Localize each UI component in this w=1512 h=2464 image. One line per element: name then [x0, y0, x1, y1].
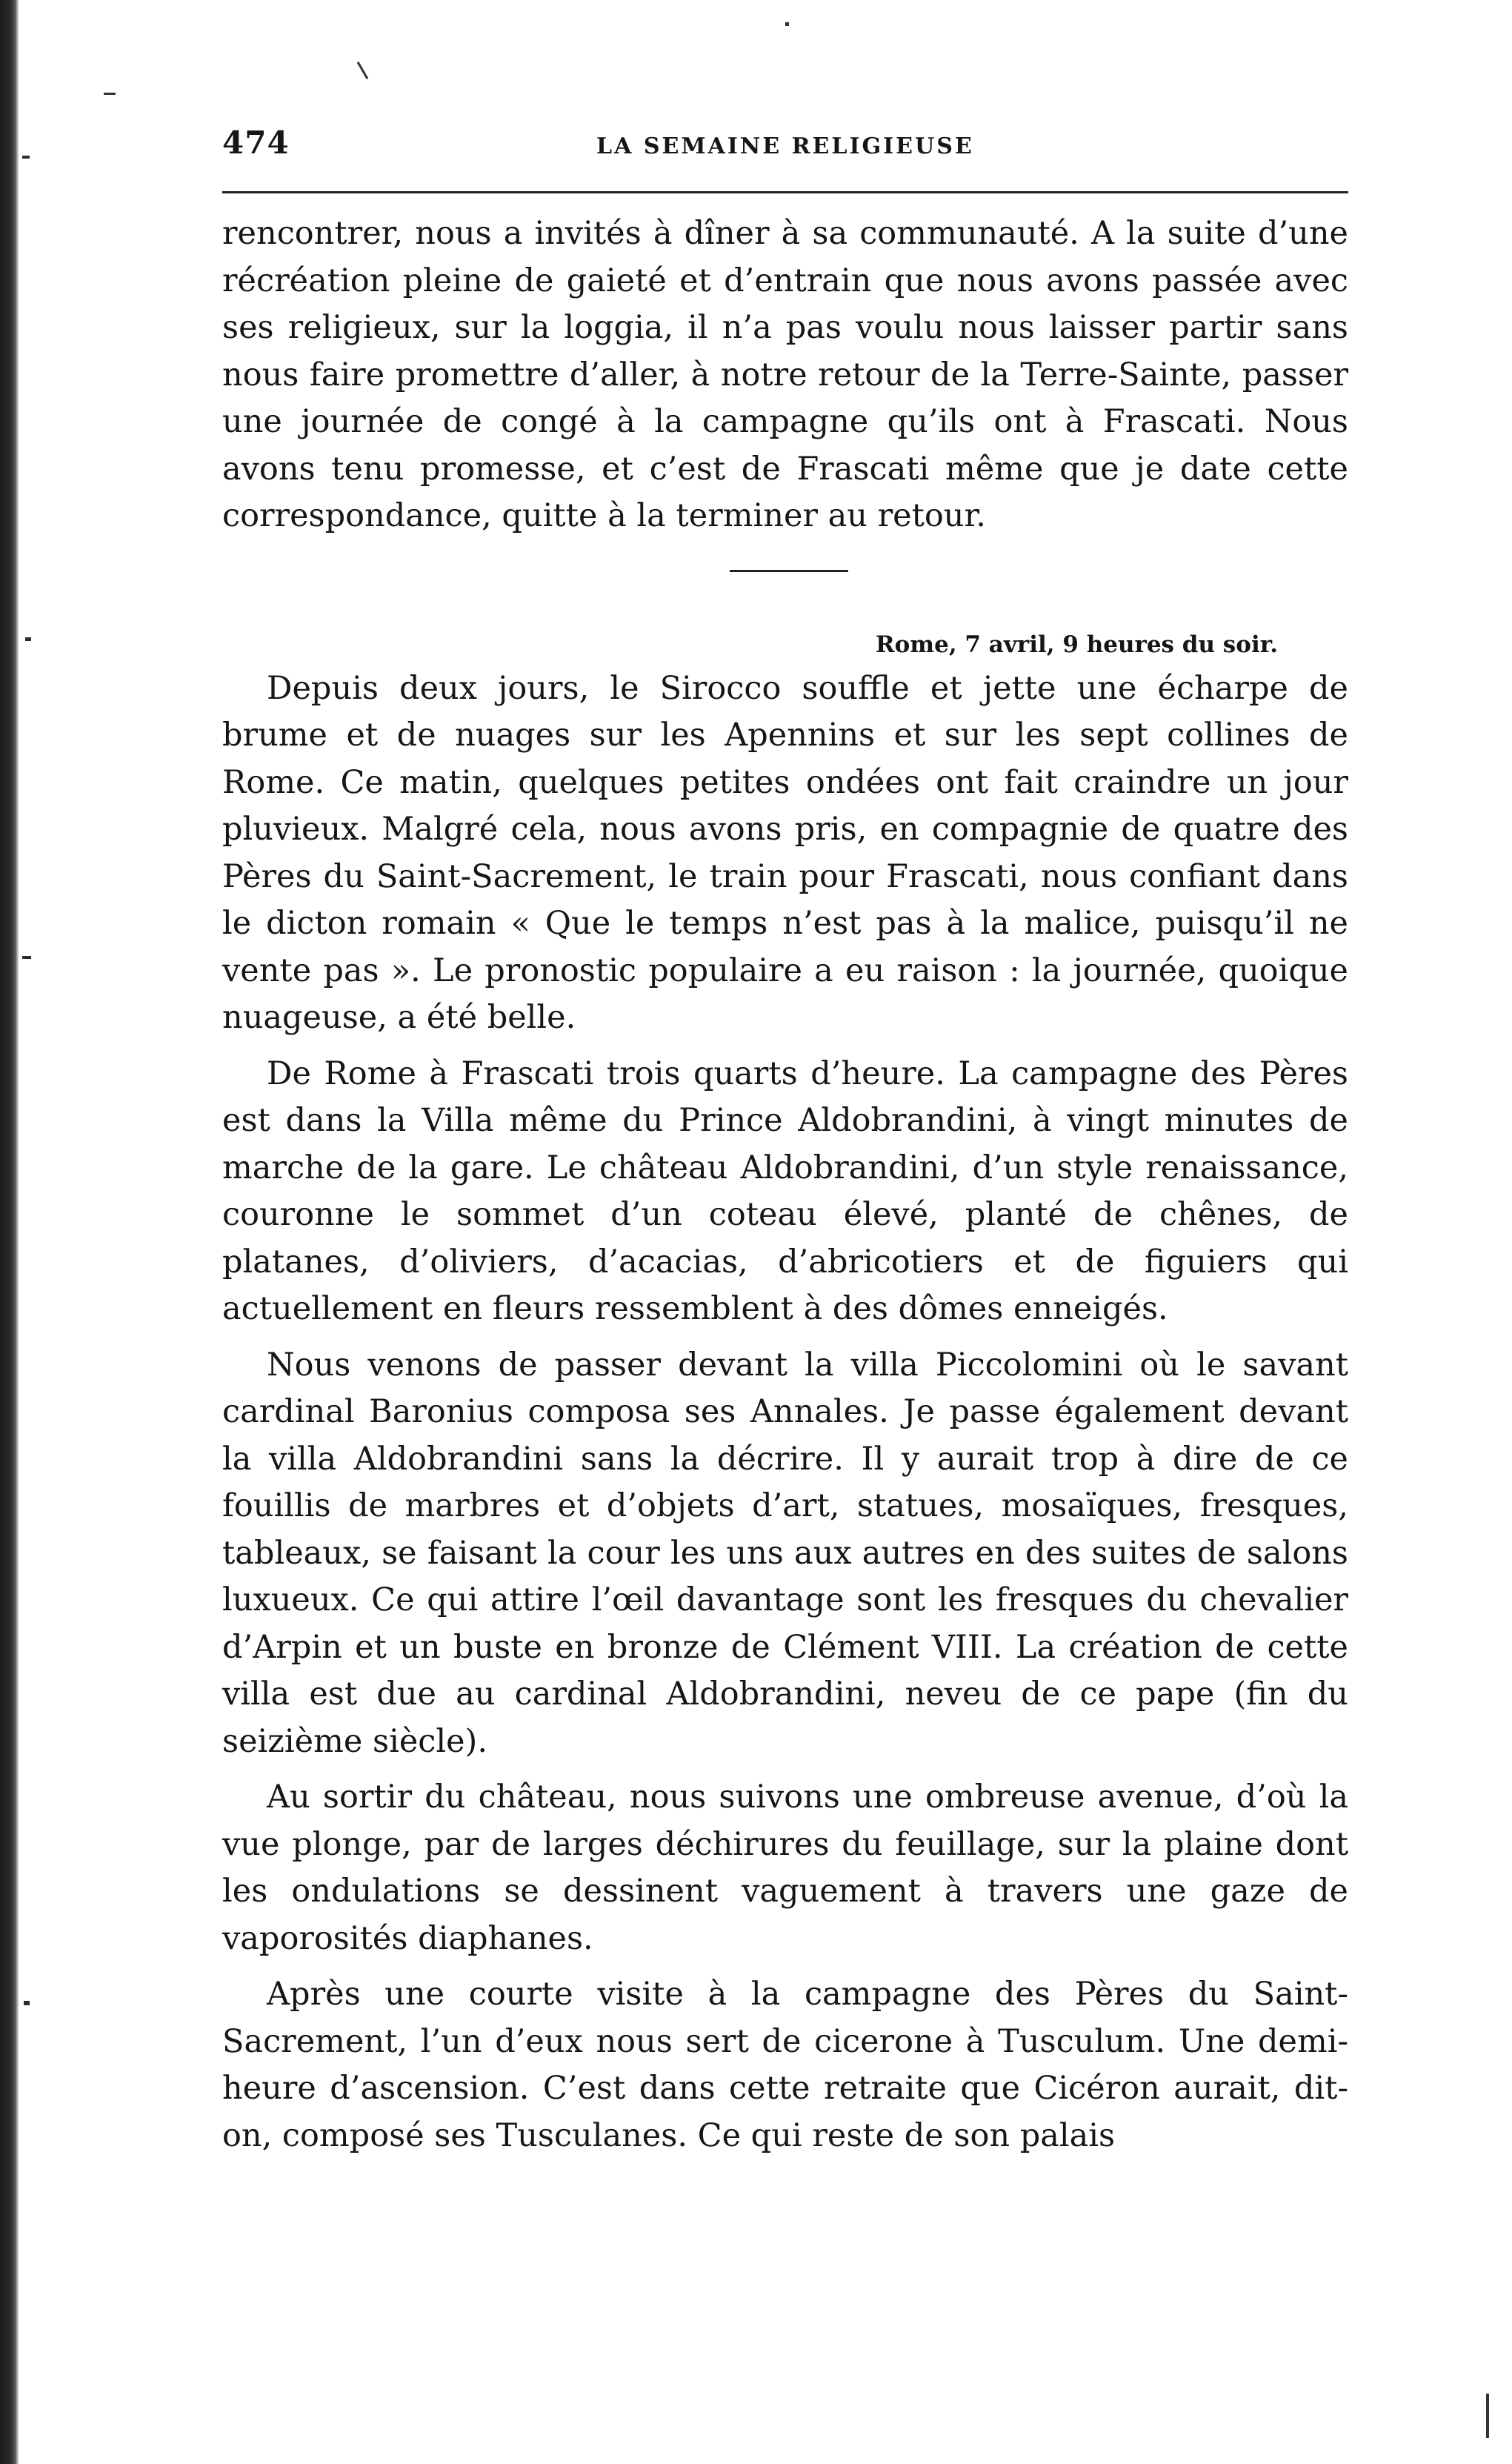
binding-edge [0, 0, 19, 2464]
body-text [222, 210, 1348, 2159]
scan-speck [357, 62, 369, 79]
section-separator [730, 570, 848, 572]
page-number: 474 [222, 124, 290, 161]
scan-speck [104, 93, 116, 95]
dateline: Rome, 7 avril, 9 heures du soir. [875, 631, 1278, 658]
scan-speck [22, 956, 31, 959]
scan-speck [785, 22, 789, 26]
page-header [222, 124, 1348, 169]
header-rule [222, 191, 1348, 193]
paragraph-tusculum: Après une courte visite à la campagne des Pères du Saint-Sacrement, l’un d’eux nous sert de cicerone à Tusculum. Une demi-heure d’ascension. C’est dans cette retraite que Cicéron aurait, dit-on, composé ses Tusculanes. Ce qui reste de son palais [222, 1976, 1348, 2154]
scan-speck [22, 156, 30, 159]
scan-speck [24, 2001, 30, 2005]
paragraph-villa: Nous venons de passer devant la villa Piccolomini où le savant cardinal Baronius composa ses Annales. Je passe également devant la villa Aldobrandini sans la décrire. Il y aurait trop à dire de ce fouillis de marbres et d’objets d’art, statues, mosaïques, fresques, tableaux, se faisant la cour les uns aux autres en des suites de salons luxueux. Ce qui attire l’œil davantage sont les fresques du chevalier d’Arpin et un buste en bronze de Clément VIII. La création de cette villa est due au cardinal Aldobrandini, neveu de ce pape (fin du seizième siècle). [222, 1346, 1348, 1760]
scan-speck [1486, 2394, 1489, 2438]
paragraph-continued: rencontrer, nous a invités à dîner à sa communauté. A la suite d’une récréation pleine de gaieté et d’entrain que nous avons passée avec ses religieux, sur la loggia, il n’a pas voulu nous laisser partir sans nous faire promettre d’aller, à notre retour de la Terre-Sainte, passer une journée de congé à la campagne qu’ils ont à Frascati. Nous avons tenu promesse, et c’est de Frascati même que je date cette correspondance, quitte à la terminer au retour. [222, 215, 1348, 534]
paragraph-avenue: Au sortir du château, nous suivons une ombreuse avenue, d’où la vue plonge, par de larges déchirures du feuillage, sur la plaine dont les ondulations se dessinent vaguement à travers une gaze de vaporosités diaphanes. [222, 1779, 1348, 1957]
running-title: LA SEMAINE RELIGIEUSE [596, 133, 974, 159]
paragraph-sirocco: Depuis deux jours, le Sirocco souffle et jette une écharpe de brume et de nuages sur les Apennins et sur les sept collines de Rome. Ce matin, quelques petites ondées ont fait craindre un jour pluvieux. Malgré cela, nous avons pris, en compagnie de quatre des Pères du Saint-Sacrement, le train pour Frascati, nous confiant dans le dicton romain « Que le temps n’est pas à la malice, puisqu’il ne vente pas ». Le pronostic populaire a eu raison : la journée, quoique nuageuse, a été belle. [222, 669, 1348, 1036]
scan-speck [25, 637, 31, 641]
paragraph-frascati: De Rome à Frascati trois quarts d’heure. La campagne des Pères est dans la Villa même du Prince Aldobrandini, à vingt minutes de marche de la gare. Le château Aldobrandini, d’un style renaissance, couronne le sommet d’un coteau élevé, planté de chênes, de platanes, d’oliviers, d’acacias, d’abricotiers et de figuiers qui actuellement en fleurs ressemblent à des dômes enneigés. [222, 1055, 1348, 1327]
